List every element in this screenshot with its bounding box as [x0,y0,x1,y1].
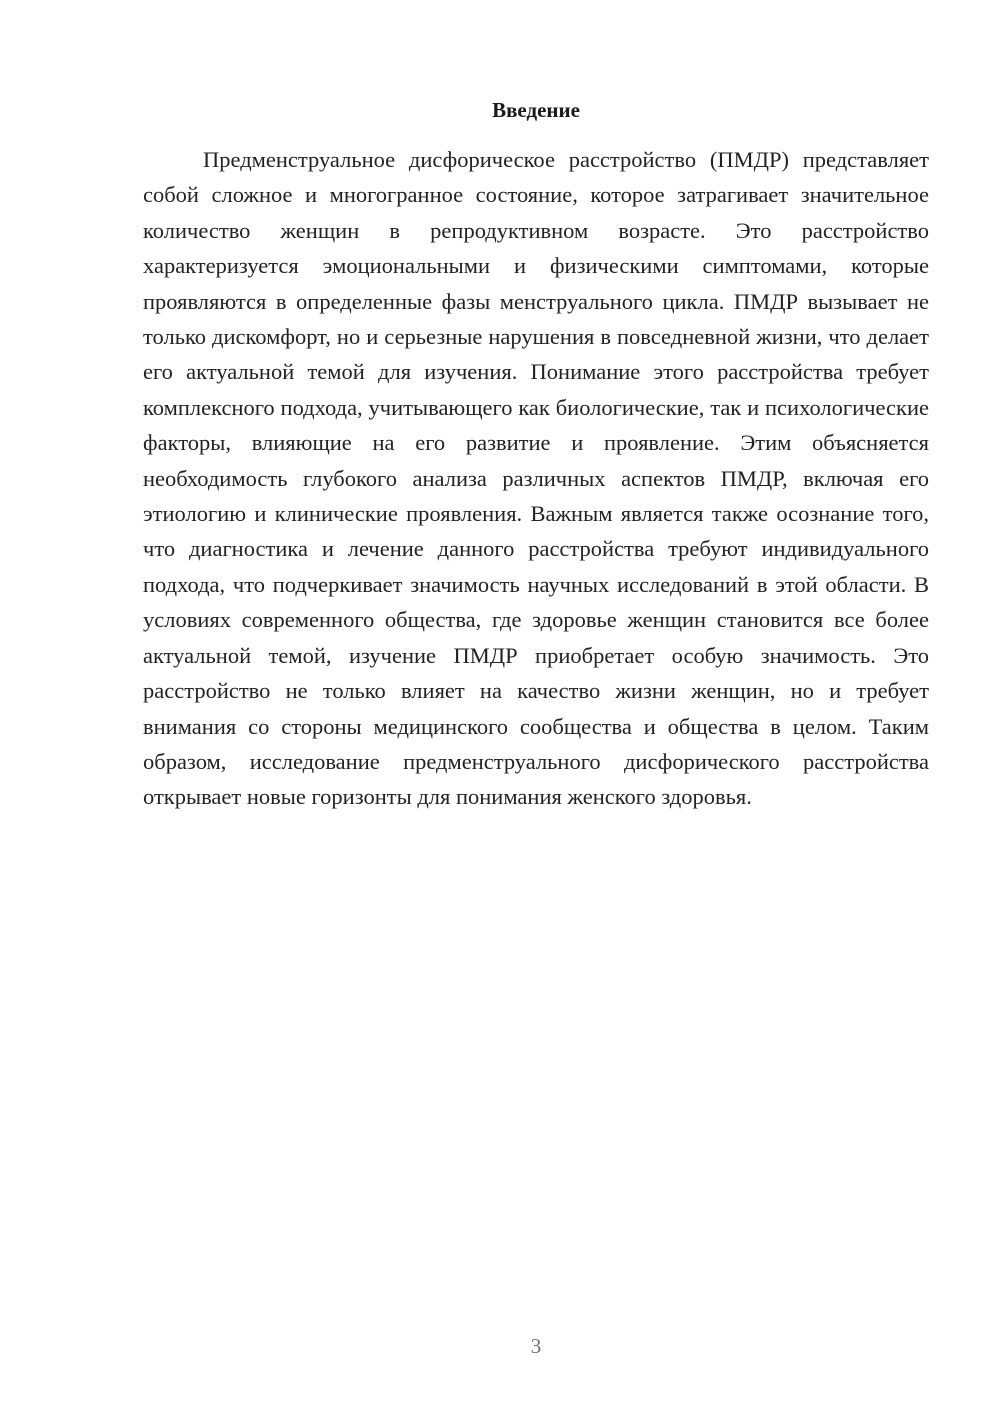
section-heading: Введение [492,98,580,122]
body-paragraph: Предменструальное дисфорическое расстройство (ПМДР) представляет собой сложное и многогранное состояние, которое затрагивает значительное количество женщин в репродуктивном возрасте. Это расстройство характеризуется эмоциональными и физическими симптомами, которые проявляются в определенные фазы менструального цикла. ПМДР вызывает не только дискомфорт, но и серьезные нарушения в повседневной жизни, что делает его актуальной темой для изучения. Понимание этого расстройства требует комплексного подхода, учитывающего как биологические, так и психологические факторы, влияющие на его развитие и проявление. Этим объясняется необходимость глубокого анализа различных аспектов ПМДР, включая его этиологию и клинические проявления. Важным является также осознание того, что диагностика и лечение данного расстройства требуют индивидуального подхода, что подчеркивает значимость научных исследований в этой области. В условиях современного общества, где здоровье женщин становится все более актуальной темой, изучение ПМДР приобретает особую значимость. Это расстройство не только влияет на качество жизни женщин, но и требует внимания со стороны медицинского сообщества и общества в целом. Таким образом, исследование предменструального дисфорического расстройства открывает новые горизонты для понимания женского здоровья. [143,147,929,810]
page-number: 3 [530,1334,542,1358]
